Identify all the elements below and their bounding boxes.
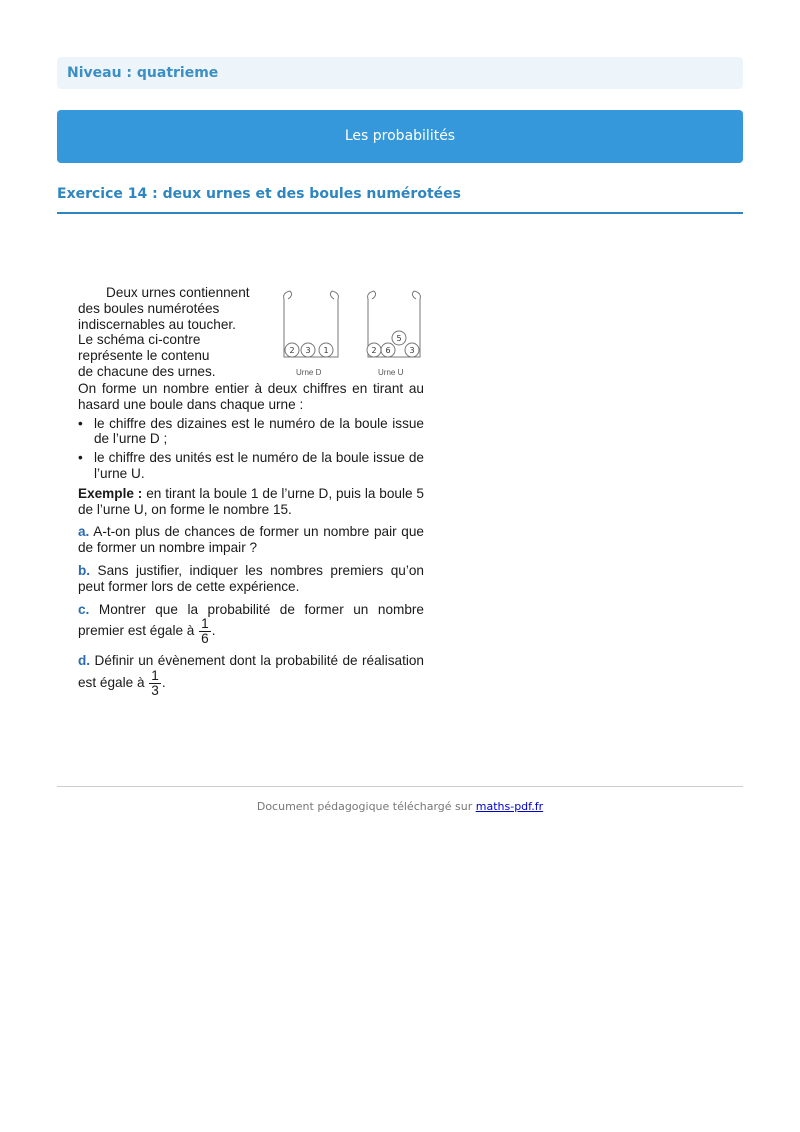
- question-text: A-t-on plus de chances de former un nombre pair que de former un nombre impair ?: [78, 524, 424, 556]
- ball-u-3-label: 5: [396, 334, 402, 343]
- question-end: .: [211, 623, 216, 639]
- question-a: [78, 524, 424, 556]
- intro-line: indiscernables au toucher.: [78, 316, 236, 332]
- question-b: [78, 563, 424, 595]
- urn-u-label: Urne U: [378, 368, 404, 377]
- ball-u-2-label: 6: [385, 346, 391, 355]
- question-text: Définir un évènement dont la probabilité de réalisation est égale à: [78, 653, 424, 691]
- example-label: Exemple :: [78, 485, 143, 501]
- footer-divider: [57, 786, 743, 787]
- bullet-dot: •: [78, 415, 83, 431]
- page-title: Les probabilités: [57, 110, 743, 163]
- intro-text: [78, 285, 278, 380]
- intro-line: de chacune des urnes.: [78, 363, 216, 379]
- intro-line: des boules numérotées: [78, 300, 220, 316]
- question-end: .: [161, 675, 166, 691]
- rule-text: le chiffre des dizaines est le numéro de la boule issue de l’urne D ;: [94, 415, 424, 447]
- intro-line: Deux urnes contiennent: [106, 285, 250, 300]
- question-text: Sans justifier, indiquer les nombres premiers qu’on peut former lors de cette expérience.: [78, 562, 424, 594]
- rule-text: le chiffre des unités est le numéro de la boule issue de l’urne U.: [94, 450, 424, 481]
- footer-text: Document pédagogique téléchargé sur: [256, 800, 476, 813]
- ball-d-3-label: 1: [323, 346, 329, 355]
- rule-bullet: [78, 450, 424, 482]
- footer-link[interactable]: maths-pdf.fr: [475, 800, 544, 813]
- question-letter: c.: [78, 601, 90, 617]
- setup-paragraph: On forme un nombre entier à deux chiffres en tirant au hasard une boule dans chaque urne :: [78, 381, 424, 412]
- fraction: [199, 617, 211, 646]
- fraction-denominator: 6: [201, 631, 209, 647]
- ball-u-1-label: 2: [371, 346, 377, 355]
- fraction: [149, 669, 161, 698]
- fraction-numerator: 1: [151, 668, 159, 684]
- example-text: en tirant la boule 1 de l’urne D, puis la boule 5 de l’urne U, on forme le nombre 15.: [78, 485, 424, 517]
- intro-row: [78, 285, 424, 381]
- rule-bullet: [78, 416, 424, 448]
- fraction-denominator: 3: [151, 683, 159, 699]
- example: [78, 486, 424, 518]
- ball-d-1-label: 2: [289, 346, 295, 355]
- exercise-scan: [78, 285, 424, 698]
- question-d: [78, 653, 424, 698]
- ball-d-2-label: 3: [305, 346, 311, 355]
- footer: [57, 800, 743, 813]
- ball-u-4-label: 3: [409, 346, 415, 355]
- level-label: Niveau : quatrieme: [57, 57, 743, 89]
- urn-d-label: Urne D: [296, 368, 322, 377]
- question-letter: a.: [78, 524, 90, 540]
- bullet-dot: •: [78, 450, 83, 466]
- urns-diagram: [278, 285, 424, 379]
- intro-line: Le schéma ci-contre: [78, 332, 201, 348]
- question-letter: d.: [78, 653, 91, 669]
- question-text: Montrer que la probabilité de former un nombre premier est égale à: [78, 601, 424, 639]
- intro-line: représente le contenu: [78, 348, 210, 364]
- question-c: [78, 602, 424, 647]
- fraction-numerator: 1: [201, 616, 209, 632]
- exercise-heading: Exercice 14 : deux urnes et des boules numérotées: [57, 186, 743, 214]
- question-letter: b.: [78, 562, 91, 578]
- urns-illustration: [278, 285, 424, 365]
